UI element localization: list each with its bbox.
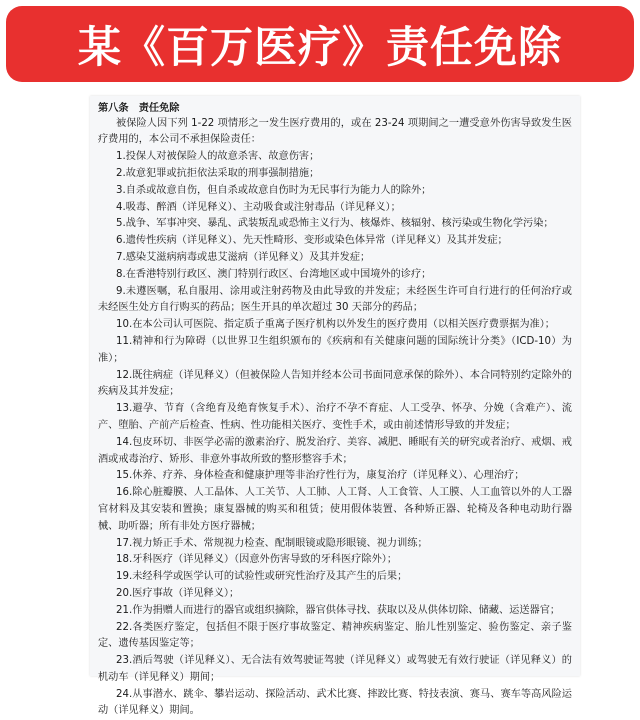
exclusion-item-6: 6.遗传性疾病（详见释义）、先天性畸形、变形或染色体异常（详见释义）及其并发症； [116,235,508,247]
intro-paragraph: 被保险人因下列 1-22 项情形之一发生医疗费用的，或在 23-24 项期间之一遭受意外伤害导致发生医疗费用的，本公司不承担保险责任： [98,117,572,146]
exclusion-item-16: 16.除心脏瓣膜、人工晶体、人工关节、人工肺、人工肾、人工食管、人工膜、人工血管以外的人工器官材料及其安装和置换；康复器械的购买和租赁；使用假体装置、各种矫正器、轮椅及各种电动助行器械、助听器；所有非处方医疗器械； [98,487,572,532]
exclusion-item-17: 17.视力矫正手术、常规视力检查、配制眼镜或隐形眼镜、视力训练； [116,537,428,549]
exclusion-item-18: 18.牙科医疗（详见释义）（因意外伤害导致的牙科医疗除外）； [116,554,398,566]
exclusion-item-2: 2.故意犯罪或抗拒依法采取的刑事强制措施； [116,167,320,179]
document-body [90,96,580,720]
exclusion-item-23: 23.酒后驾驶（详见释义）、无合法有效驾驶证驾驶（详见释义）或驾驶无有效行驶证（详见释义）的机动车（详见释义）期间； [98,655,572,683]
exclusion-item-5: 5.战争、军事冲突、暴乱、武装叛乱或恐怖主义行为、核爆炸、核辐射、核污染或生物化学污染； [116,218,554,230]
exclusion-item-13: 13.避孕、节育（含绝育及绝育恢复手术）、治疗不孕不育症、人工受孕、怀孕、分娩（含难产）、流产、堕胎、产前产后检查、性病、性功能相关医疗、变性手术，或由前述情形导致的并发症； [98,403,572,431]
exclusion-item-10: 10.在本公司认可医院、指定质子重离子医疗机构以外发生的医疗费用（以相关医疗费票据为准）； [116,319,555,331]
article-title: 第八条 责任免除 [98,103,180,114]
title-banner [6,6,634,82]
exclusion-item-14: 14.包皮环切、非医学必需的激素治疗、脱发治疗、美容、减肥、睡眠有关的研究或者治疗、戒烟、戒酒或戒毒治疗、矫形、非意外事故所致的整形整容手术； [98,436,572,465]
banner-title: 某《百万医疗》责任免除 [78,22,562,73]
document-page [90,96,580,717]
exclusion-item-22: 22.各类医疗鉴定，包括但不限于医疗事故鉴定、精神疾病鉴定、胎儿性别鉴定、验伤鉴定、亲子鉴定、遗传基因鉴定等； [98,621,572,650]
exclusion-item-7: 7.感染艾滋病病毒或患艾滋病（详见释义）及其并发症； [116,251,371,263]
exclusion-item-12: 12.既往病症（详见释义）（但被保险人告知并经本公司书面同意承保的除外）、本合同特别约定除外的疾病及其并发症； [98,369,572,398]
exclusion-item-3: 3.自杀或故意自伤，但自杀或故意自伤时为无民事行为能力人的除外； [116,184,432,196]
exclusion-item-15: 15.休养、疗养、身体检查和健康护理等非治疗性行为，康复治疗（详见释义）、心理治疗； [116,470,525,482]
exclusion-item-8: 8.在香港特别行政区、澳门特别行政区、台湾地区或中国境外的诊疗； [116,268,432,280]
exclusion-item-19: 19.未经科学或医学认可的试验性或研究性治疗及其产生的后果； [116,571,408,583]
exclusion-item-1: 1.投保人对被保险人的故意杀害、故意伤害； [116,151,320,163]
exclusion-item-21: 21.作为捐赠人而进行的器官或组织摘除，器官供体寻找、获取以及从供体切除、储藏、运送器官； [116,604,561,616]
exclusion-item-4: 4.吸毒、醉酒（详见释义）、主动吸食或注射毒品（详见释义）； [116,201,401,213]
exclusion-item-20: 20.医疗事故（详见释义）； [116,587,240,599]
exclusion-item-24: 24.从事潜水、跳伞、攀岩运动、探险活动、武术比赛、摔跤比赛、特技表演、赛马、赛车等高风险运动（详见释义）期间。 [98,688,572,717]
exclusion-item-11: 11.精神和行为障碍（以世界卫生组织颁布的《疾病和有关健康问题的国际统计分类》（ICD-10）为准）； [98,335,572,364]
exclusion-item-9: 9.未遵医嘱，私自服用、涂用或注射药物及由此导致的并发症；未经医生许可自行进行的任何治疗或未经医生处方自行购买的药品；医生开具的单次超过 30 天部分的药品； [98,285,572,314]
